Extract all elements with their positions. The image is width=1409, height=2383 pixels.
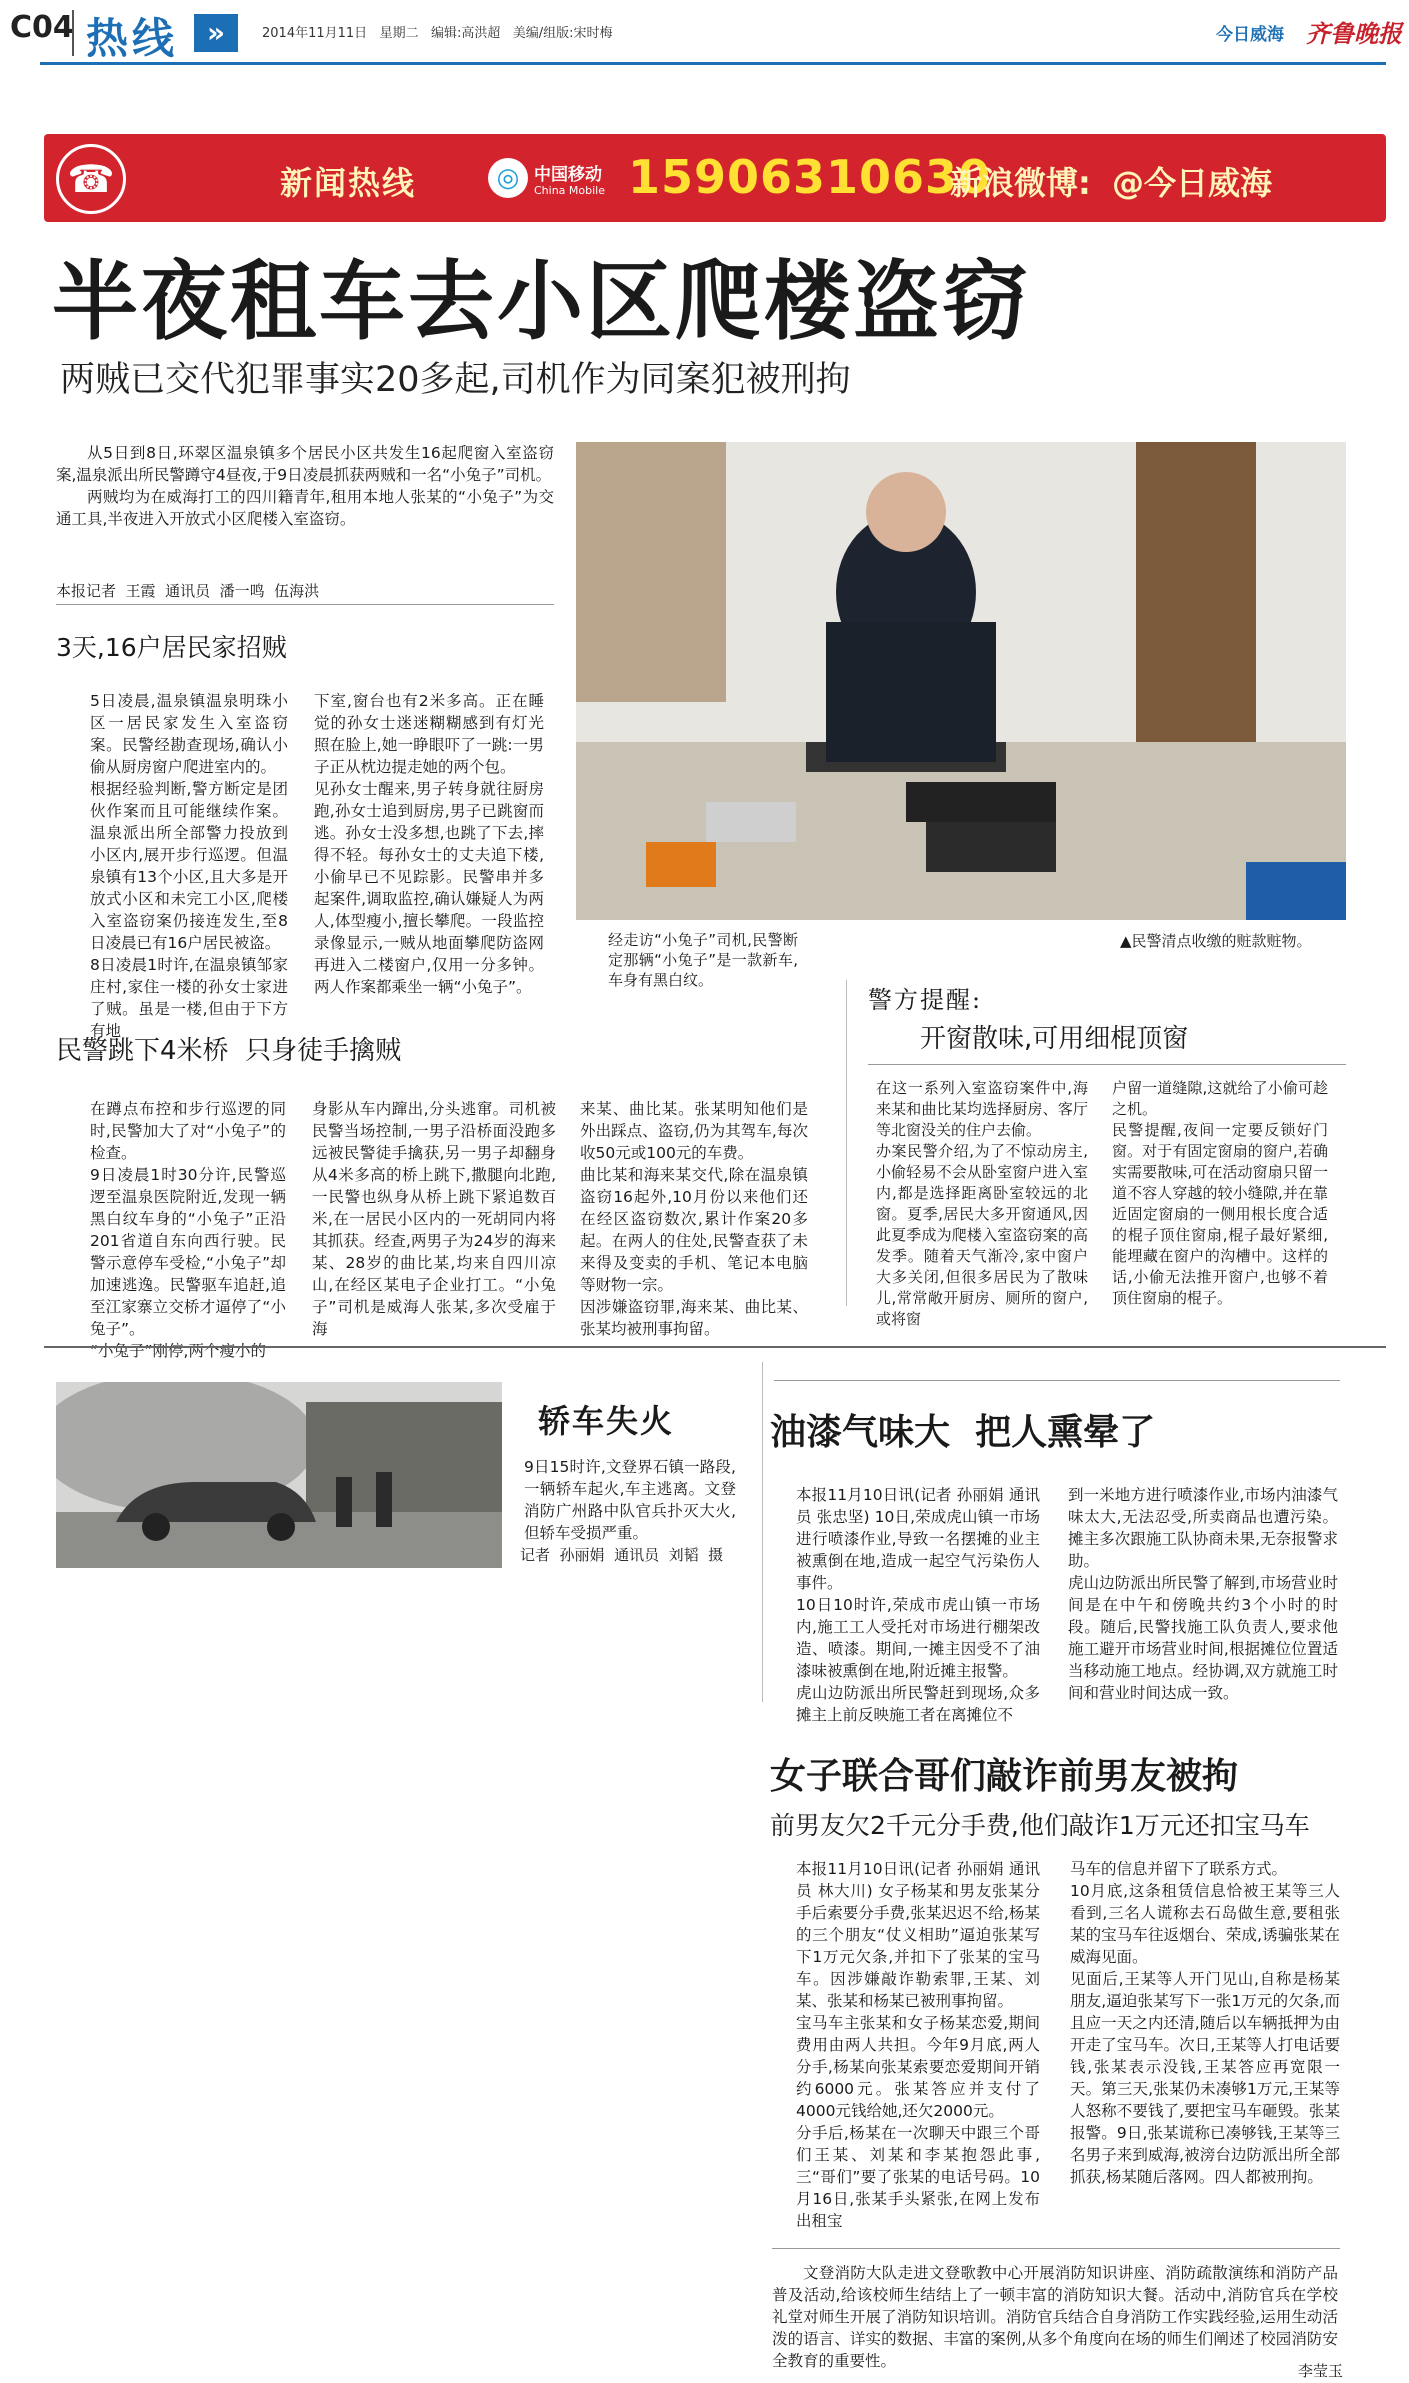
photo-caption: ▲民警清点收缴的赃款赃物。 — [1120, 932, 1312, 950]
weibo-handle: @今日威海 — [1112, 164, 1273, 202]
section-name: 热线 — [86, 14, 179, 63]
lead-subhead: 两贼已交代犯罪事实20多起,司机作为同案犯被刑拘 — [60, 360, 851, 400]
tips-col1: 在这一系列入室盗窃案件中,海来某和曲比某均选择厨房、客厅等北窗没关的住户去偷。 办案民警介绍,为了不惊动房主,小偷轻易不会从卧室窗户进入室内,都是选择距离卧室较远的北窗。夏季,居民大多开窗通风,因此夏季成为爬楼入室盗窃案的高发季。随着天气渐冷,家中窗户大多关闭,但很多居民为了散味儿,常常敞开厨房、厕所的窗户,或将窗 — [876, 1079, 1088, 1328]
edition-name: 今日威海 — [1216, 25, 1284, 45]
rule — [774, 1380, 1340, 1381]
door-shape — [576, 442, 726, 702]
rule — [772, 2248, 1340, 2249]
laptop — [906, 782, 1056, 822]
rule — [56, 604, 554, 605]
inset-caption: 经走访“小兔子”司机,民警断定那辆“小兔子”是一款新车,车身有黑白纹。 — [608, 931, 798, 989]
sub1-col2: 下室,窗台也有2米多高。正在睡觉的孙女士迷迷糊糊感到有灯光照在脸上,她一睁眼吓了一跳:一男子正从枕边提走她的两个包。 见孙女士醒来,男子转身就往厨房跑,孙女士追到厨房,男子已跳窗而逃。孙女士没多想,也跳了下去,摔得不轻。每孙女士的丈夫追下楼,小偷早已不见踪影。民警串并多起案件,调取监控,确认嫌疑人为两人,体型瘦小,擅长攀爬。一段监控录像显示,一贼从地面攀爬防盗网再进入二楼窗户,仅用一分多钟。两人作案都乘坐一辆“小兔子”。 — [314, 692, 544, 996]
tips-title: 开窗散味,可用细棍顶窗 — [920, 1024, 1189, 1054]
rule — [868, 1064, 1346, 1065]
hotline-banner — [44, 134, 1386, 222]
bmw-title: 女子联合哥们敲诈前男友被拘 — [770, 1755, 1239, 1797]
lead-intro-p1: 从5日到8日,环翠区温泉镇多个居民小区共发生16起爬窗入室盗窃案,温泉派出所民警蹲守4昼夜,于9日凌晨抓获两贼和一名“小兔子”司机。 — [56, 444, 554, 484]
tips-label: 警方提醒: — [868, 986, 983, 1014]
sub2-col2: 身影从车内蹿出,分头逃窜。司机被民警当场控制,一男子沿桥面没跑多远被民警徒手擒获,另一男子却翻身从4米多高的桥上跳下,撒腿向北跑,一民警也纵身从桥上跳下紧追数百米,在一居民小区内的一死胡同内将其抓获。经查,两男子为24岁的海来某、28岁的曲比某,均来自四川凉山,在经区某电子企业打工。“小兔子”司机是威海人张某,多次受雇于海 — [312, 1100, 556, 1338]
fire-text: 9日15时许,文登界石镇一路段,一辆轿车起火,车主逃离。文登消防广州路中队官兵扑灭大火,但轿车受损严重。 — [524, 1458, 736, 1542]
hotline-number: 15906310630 — [628, 150, 992, 204]
police-sign — [1246, 862, 1346, 920]
bmw-subhead: 前男友欠2千元分手费,他们敲诈1万元还扣宝马车 — [770, 1811, 1310, 1840]
section-rule — [44, 1346, 1386, 1348]
carrier-icon: ◎ — [488, 158, 528, 198]
carrier-name-en: China Mobile — [534, 184, 606, 197]
page-meta: 2014年11月11日 星期二 编辑:高洪超 美编/组版:宋时梅 — [262, 26, 613, 41]
sub2-col1: 在蹲点布控和步行巡逻的同时,民警加大了对“小兔子”的检查。 9日凌晨1时30分许,民警巡逻至温泉医院附近,发现一辆黑白纹车身的“小兔子”正沿201省道自东向西行驶。民警示意停车受检,“小兔子”却加速逃逸。民警驱车追赶,追至江家寨立交桥才逼停了“小兔子”。 “小兔子”刚停,两个瘦小的 — [90, 1100, 286, 1360]
sub1-title: 3天,16户居民家招贼 — [56, 633, 287, 662]
bmw-col1: 本报11月10日讯(记者 孙丽娟 通讯员 林大川) 女子杨某和男友张某分手后索要分手费,张某迟迟不给,杨某的三个朋友“仗义相助”逼迫张某写下1万元欠条,并扣下了张某的宝马车。因涉嫌敲诈勒索罪,王某、刘某、张某和杨某已被刑事拘留。 宝马车主张某和女子杨某恋爱,期间费用由两人共担。今年9月底,两人分手,杨某向张某索要恋爱期间开销约6000元。张某答应并支付了4000元钱给她,还欠2000元。 分手后,杨某在一次聊天中跟三个哥们王某、刘某和李某抱怨此事,三“哥们”要了张某的电话号码。10月16日,张某手头紧张,在网上发布出租宝 — [796, 1860, 1040, 2230]
photo-illustration — [576, 442, 1346, 920]
phones — [706, 802, 796, 842]
paint-title: 油漆气味大 把人熏晕了 — [770, 1411, 1156, 1453]
header-rule — [40, 62, 1386, 65]
bottom-brief: 文登消防大队走进文登歌教中心开展消防知识讲座、消防疏散演练和消防产品普及活动,给该校师生结结上了一顿丰富的消防知识大餐。活动中,消防官兵在学校礼堂对师生开展了消防知识培训。消防官兵结合自身消防工作实践经验,运用生动活泼的语言、详实的数据、丰富的案例,从多个角度向在场的师生们阐述了校园消防安全教育的重要性。 — [772, 2264, 1338, 2370]
hotline-label: 新闻热线 — [280, 164, 417, 202]
paint-col2: 到一米地方进行喷漆作业,市场内油漆气味太大,无法忍受,所卖商品也遭污染。摊主多次跟施工队协商未果,无奈报警求助。 虎山边防派出所民警了解到,市场营业时间是在中午和傍晚共约3个小时的时段。随后,民警找施工队负责人,要求他施工避开市场营业时间,根据摊位位置适当移动施工地点。经协调,双方就施工时间和营业时间达成一致。 — [1068, 1486, 1338, 1702]
trees — [306, 1402, 502, 1512]
firefighter — [376, 1472, 392, 1527]
sub2-title: 民警跳下4米桥 只身徒手擒贼 — [56, 1036, 402, 1066]
phone-icon: ☎ — [56, 144, 126, 214]
police-evidence-photo — [576, 442, 1346, 920]
firefighter — [336, 1477, 352, 1527]
page-header — [0, 0, 1409, 80]
page-number: C04 — [10, 10, 74, 45]
carrier-name-cn: 中国移动 — [534, 165, 602, 185]
lead-intro — [56, 442, 554, 530]
lead-headline: 半夜租车去小区爬楼盗窃 — [52, 251, 1031, 352]
tips-col2: 户留一道缝隙,这就给了小偷可趁之机。 民警提醒,夜间一定要反锁好门窗。对于有固定窗扇的窗户,若确实需要散味,可在活动窗扇只留一道不容人穿越的较小缝隙,并在靠近固定窗扇的一侧用根长度合适的棍子顶住窗扇,棍子最好紧细,能埋藏在窗户的沟槽中。这样的话,小偷无法推开窗户,也够不着顶住窗扇的棍子。 — [1112, 1079, 1328, 1307]
bmw-col2: 马车的信息并留下了联系方式。 10月底,这条租赁信息恰被王某等三人看到,三名人谎称去石岛做生意,要租张某的宝马车往返烟台、荣成,诱骗张某在威海见面。 见面后,王某等人开门见山,自称是杨某朋友,逼迫张某写下一张1万元的欠条,而且应一天之内还清,随后以车辆抵押为由开走了宝马车。次日,王某等人打电话要钱,张某表示没钱,王某答应再宽限一天。第三天,张某仍未凑够1万元,王某等人怒称不要钱了,要把宝马车砸毁。张某报警。9日,张某谎称已凑够钱,王某等三名男子来到威海,被滂台边防派出所全部抓获,杨某随后落网。四人都被刑拘。 — [1070, 1860, 1340, 2186]
section-divider — [72, 10, 74, 56]
fire-byline: 记者 孙丽娟 通讯员 刘韬 摄 — [520, 1546, 724, 1564]
fire-title: 轿车失火 — [538, 1402, 675, 1440]
column-divider — [762, 1362, 763, 1702]
weibo-label: 新浪微博: — [950, 164, 1091, 202]
fire-illustration — [56, 1382, 502, 1568]
sub1-col1: 5日凌晨,温泉镇温泉明珠小区一居民家发生入室盗窃案。民警经勘查现场,确认小偷从厨房窗户爬进室内的。 根据经验判断,警方断定是团伙作案而且可能继续作案。温泉派出所全部警力投放到小区内,展开步行巡逻。但温泉镇有13个小区,且大多是开放式小区和未完工小区,爬楼入室盗窃案仍接连发生,至8日凌晨已有16户居民被盗。 8日凌晨1时许,在温泉镇邹家庄村,家住一楼的孙女士家进了贼。虽是一楼,但由于下方有地 — [90, 692, 288, 1040]
sub2-col3: 来某、曲比某。张某明知他们是外出踩点、盗窃,仍为其驾车,每次收50元或100元的车费。 曲比某和海来某交代,除在温泉镇盗窃16起外,10月份以来他们还在经区盗窃数次,累计作案20多起。在两人的住处,民警查获了未来得及变卖的手机、笔记本电脑等财物一宗。 因涉嫌盗窃罪,海来某、曲比某、张某均被刑事拘留。 — [580, 1100, 808, 1338]
tips-divider — [846, 980, 847, 1306]
newspaper-logo: 齐鲁晚报 — [1306, 19, 1402, 48]
section-arrow-icon: » — [194, 14, 238, 52]
wallet — [646, 842, 716, 887]
lead-intro-p2: 两贼均为在威海打工的四川籍青年,租用本地人张某的“小兔子”为交通工具,半夜进入开放式小区爬楼入室盗窃。 — [56, 488, 554, 528]
lead-byline: 本报记者 王霞 通讯员 潘一鸣 伍海洪 — [56, 582, 320, 600]
burning-car-photo — [56, 1382, 502, 1568]
laptop — [926, 822, 1056, 872]
paint-col1: 本报11月10日讯(记者 孙丽娟 通讯员 张忠坚) 10日,荣成虎山镇一市场进行喷漆作业,导致一名摆摊的业主被熏倒在地,造成一起空气污染伤人事件。 10日10时许,荣成市虎山镇一市场内,施工工人受托对市场进行棚架改造、喷漆。期间,一摊主因受不了油漆味被熏倒在地,附近摊主报警。 虎山边防派出所民警赶到现场,众多摊主上前反映施工者在离摊位不 — [796, 1486, 1040, 1724]
bottom-byline: 李莹玉 — [1298, 2362, 1344, 2380]
carrier-logo — [488, 150, 618, 210]
